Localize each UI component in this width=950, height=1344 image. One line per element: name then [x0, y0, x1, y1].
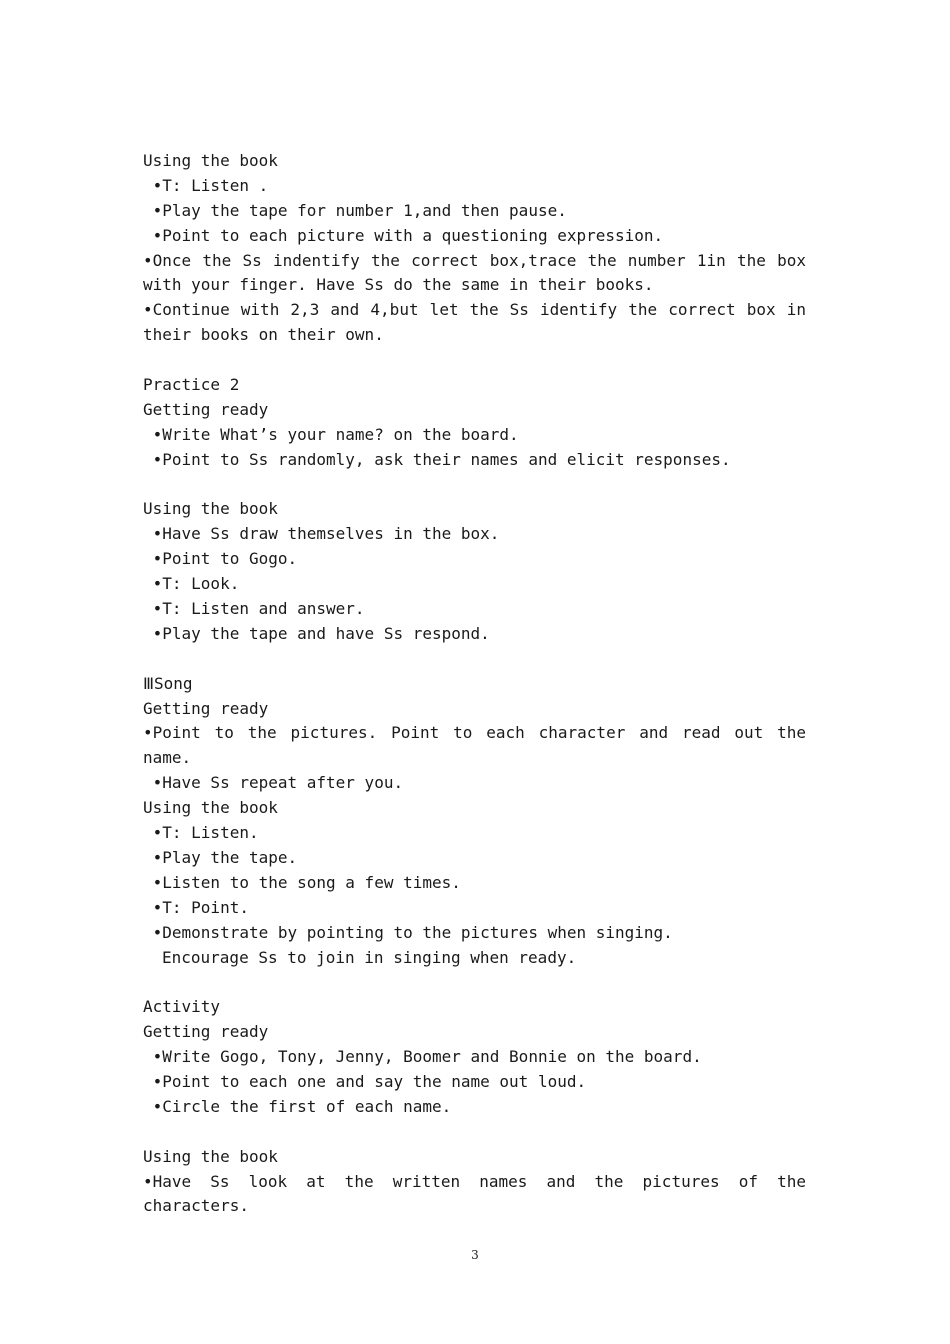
section-heading: Using the book	[143, 1146, 278, 1166]
section-heading: Practice 2	[143, 375, 240, 395]
subsection-heading: Getting ready	[143, 399, 269, 419]
paragraph-spacer	[143, 473, 806, 498]
bullet-item: •Listen to the song a few times.	[143, 872, 461, 892]
bullet-item: •Play the tape and have Ss respond.	[143, 623, 490, 643]
paragraph-spacer	[143, 647, 806, 672]
bullet-item: •T: Listen .	[143, 175, 269, 195]
section-heading: Using the book	[143, 151, 278, 170]
bullet-item: •Once the Ss indentify the correct box,trace the number 1in the box	[143, 250, 806, 270]
bullet-continuation: characters.	[143, 1196, 249, 1216]
bullet-item: •T: Listen and answer.	[143, 599, 365, 619]
bullet-item: •Play the tape for number 1,and then pause.	[143, 200, 567, 220]
bullet-continuation: their books on their own.	[143, 325, 384, 345]
subsection-heading: Getting ready	[143, 1022, 269, 1042]
section-activity	[143, 995, 806, 1119]
bullet-item: •Write What’s your name? on the board.	[143, 424, 519, 444]
bullet-item: •Write Gogo, Tony, Jenny, Boomer and Bonnie on the board.	[143, 1047, 702, 1067]
section-heading: Using the book	[143, 499, 278, 519]
page-body	[143, 149, 806, 1219]
bullet-item: •Point to Gogo.	[143, 549, 298, 569]
section-using-the-book-3	[143, 1145, 806, 1220]
bullet-continuation: with your finger. Have Ss do the same in their books.	[143, 275, 654, 295]
bullet-item: •Circle the first of each name.	[143, 1096, 452, 1116]
bullet-item: •Have Ss look at the written names and the pictures of the	[143, 1171, 806, 1191]
bullet-item: •Play the tape.	[143, 847, 298, 867]
paragraph-spacer	[143, 970, 806, 995]
bullet-item: •Have Ss repeat after you.	[143, 773, 404, 793]
bullet-item: •Point to each one and say the name out loud.	[143, 1071, 587, 1091]
section-heading: ⅢSong	[143, 673, 193, 693]
paragraph-spacer	[143, 348, 806, 373]
section-using-the-book-2	[143, 497, 806, 646]
bullet-item: •Continue with 2,3 and 4,but let the Ss identify the correct box in	[143, 300, 806, 320]
bullet-item: •Point to each picture with a questioning expression.	[143, 225, 664, 245]
bullet-item: •Have Ss draw themselves in the box.	[143, 524, 500, 544]
subsection-heading: Getting ready	[143, 698, 269, 718]
section-practice-2	[143, 373, 806, 473]
bullet-item: •T: Point.	[143, 897, 249, 917]
subsection-heading: Using the book	[143, 798, 278, 818]
bullet-item: •Point to Ss randomly, ask their names and elicit responses.	[143, 449, 731, 469]
bullet-item: •T: Look.	[143, 574, 240, 594]
section-heading: Activity	[143, 997, 221, 1017]
section-song	[143, 672, 806, 971]
bullet-item: •T: Listen.	[143, 823, 259, 843]
section-using-the-book-1	[143, 149, 806, 348]
bullet-continuation: Encourage Ss to join in singing when ready.	[162, 947, 577, 967]
bullet-item: •Point to the pictures. Point to each character and read out the	[143, 723, 806, 743]
bullet-item: •Demonstrate by pointing to the pictures when singing.	[143, 922, 673, 942]
paragraph-spacer	[143, 1120, 806, 1145]
bullet-continuation: name.	[143, 748, 192, 768]
page-number: 3	[471, 1248, 479, 1262]
